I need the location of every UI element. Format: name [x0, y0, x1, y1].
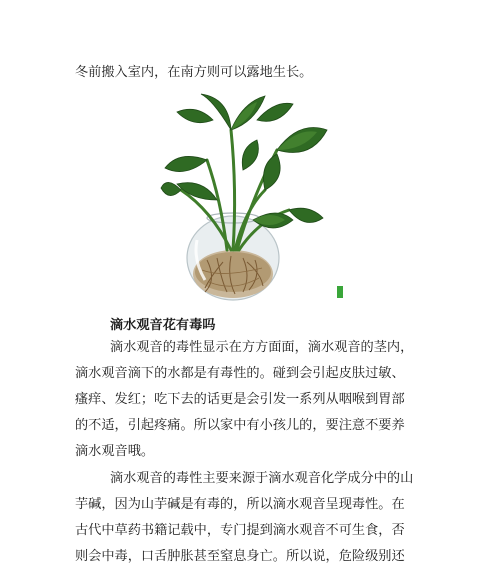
- section-heading: 滴水观音花有毒吗: [110, 318, 216, 333]
- paragraph-line: 滴水观音的毒性显示在方方面面，滴水观音的茎内，: [110, 340, 414, 355]
- paragraph-line: 古代中草药书籍记载中，专门提到滴水观音不可生食，否: [75, 523, 405, 538]
- paragraph-line: 则会中毒，口舌肿胀甚至窒息身亡。所以说，危险级别还: [75, 549, 405, 564]
- plant-photo: [157, 90, 345, 304]
- paragraph-line: 瘙痒、发红；吃下去的话更是会引发一系列从咽喉到胃部: [75, 392, 405, 407]
- paragraph-line: 滴水观音滴下的水都是有毒性的。碰到会引起皮肤过敏、: [75, 366, 405, 381]
- intro-line: 冬前搬入室内，在南方则可以露地生长。: [75, 65, 313, 80]
- paragraph-line: 的不适，引起疼痛。所以家中有小孩儿的，要注意不要养: [75, 418, 405, 433]
- paragraph-line: 滴水观音的毒性主要来源于滴水观音化学成分中的山: [110, 471, 414, 486]
- paragraph-line: 滴水观音哦。: [75, 444, 155, 459]
- paragraph-line: 芋碱，因为山芋碱是有毒的，所以滴水观音呈现毒性。在: [75, 497, 405, 512]
